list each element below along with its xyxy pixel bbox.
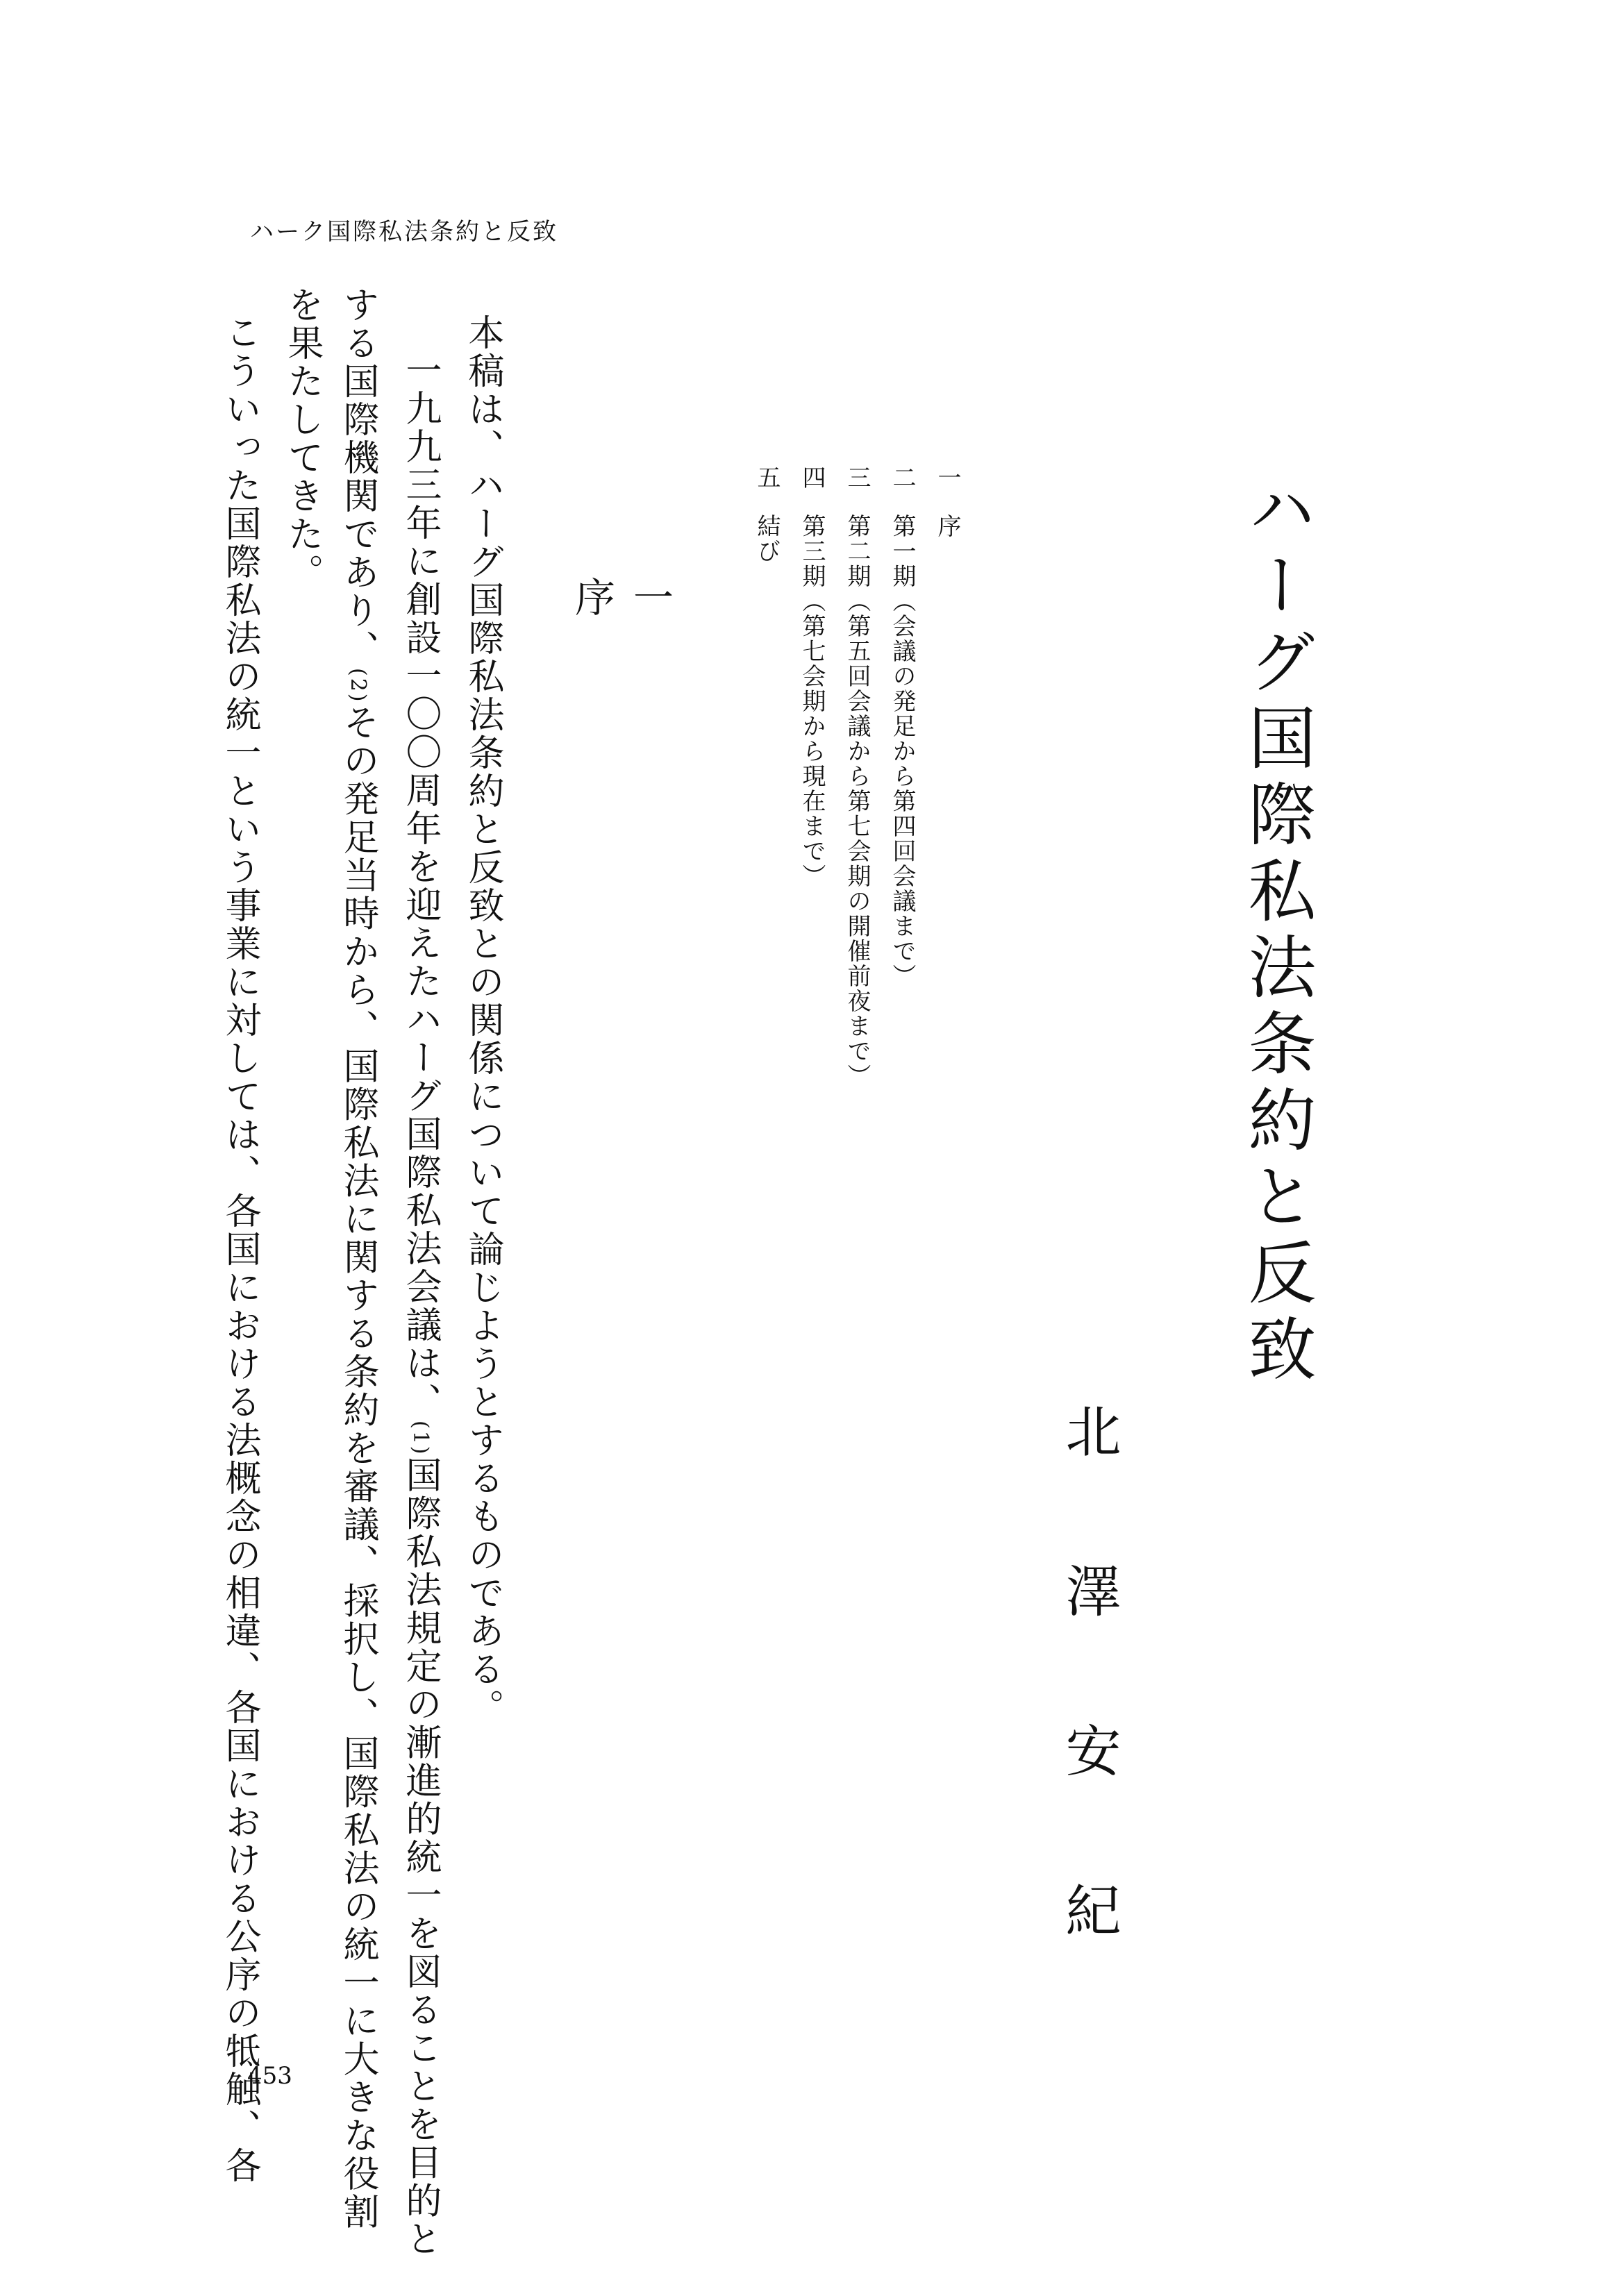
body-text: 一九九三年に創設一〇〇周年を迎えたハーグ国際私法会議は、 [399, 351, 441, 1421]
page-number: 453 [247, 2062, 292, 2090]
toc-item-number: 四 [798, 465, 826, 493]
toc-item [931, 465, 965, 539]
toc-item [795, 465, 829, 889]
toc-item-number: 五 [753, 465, 781, 493]
body-line [332, 286, 384, 2231]
body-text: その発足当時から、国際私法に関する条約を審議、採択し、国際私法の統一に大きな役割 [337, 703, 378, 2231]
author-name: 北澤安紀 [1056, 1402, 1121, 2041]
body-text: する国際機関であり、 [337, 286, 378, 668]
body-text: を果たしてきた。 [281, 286, 323, 592]
toc-item-text: 第三期（第七会期から現在まで） [798, 514, 826, 889]
body-line [214, 314, 266, 2185]
body-line [457, 314, 509, 1727]
running-header: ハーク国際私法条約と反致 [250, 218, 558, 246]
toc-item [885, 465, 919, 989]
toc-item-text: 第二期（第五回会議から第七会期の開催前夜まで） [843, 514, 871, 1089]
toc-item-number: 二 [888, 465, 916, 493]
toc-item-text: 序 [933, 514, 961, 539]
toc-item [840, 465, 874, 1089]
body-text: 国際私法規定の漸進的統一を図ることを目的と [399, 1456, 441, 2259]
footnote-marker: (1) [408, 1421, 433, 1457]
toc-item-number: 一 [933, 465, 961, 493]
footnote-marker: (2) [346, 668, 370, 704]
table-of-contents [736, 465, 961, 1089]
body-line [394, 351, 447, 2259]
toc-item-text: 第一期（会議の発足から第四回会議まで） [888, 514, 916, 989]
toc-item-text: 結び [753, 514, 781, 564]
body-text: 本稿は、ハーグ国際私法条約と反致との関係について論じようとするものである。 [462, 314, 503, 1727]
section-number: 一 [626, 576, 674, 617]
body-line [276, 286, 328, 592]
toc-item [750, 465, 784, 564]
body-text: こういった国際私法の統一という事業に対しては、各国における法概念の相違、各国における公序の牴触、各 [219, 314, 260, 2185]
toc-item-number: 三 [843, 465, 871, 493]
section-heading [562, 576, 679, 653]
paper-title: ハーグ国際私法条約と反致 [1237, 474, 1316, 1390]
section-title: 序 [568, 576, 615, 617]
